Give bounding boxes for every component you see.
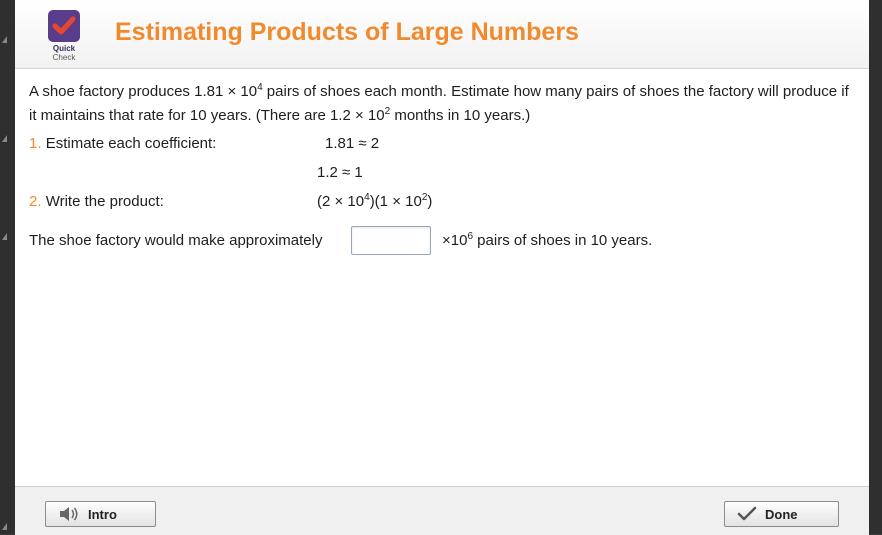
done-button-label: Done	[765, 506, 798, 522]
step-2-product	[317, 193, 432, 210]
problem-exponent-b: 2	[384, 106, 391, 117]
done-button[interactable]	[724, 501, 839, 527]
step-1-label: Estimate each coefficient:	[45, 135, 217, 152]
answer-suffix-b: pairs of shoes in 10 years.	[473, 232, 653, 249]
product-exponent-b: 2	[421, 192, 428, 203]
logo-text-line1: Quick	[52, 44, 76, 53]
left-gutter-arrow-icon	[2, 523, 7, 530]
quick-check-logo	[48, 10, 80, 60]
intro-button-label: Intro	[88, 506, 117, 522]
footer-bar	[15, 486, 869, 535]
answer-prefix: The shoe factory would make approximately	[29, 232, 323, 249]
done-check-icon	[737, 506, 757, 522]
checkmark-icon	[48, 10, 80, 42]
answer-suffix-exponent: 6	[467, 231, 474, 242]
problem-text-a: A shoe factory produces 1.81 × 10	[29, 83, 258, 100]
product-part-b: )(1 × 10	[369, 193, 422, 210]
product-exponent-a: 4	[364, 192, 370, 203]
product-part-a: (2 × 10	[317, 193, 365, 210]
speaker-icon	[58, 505, 80, 523]
problem-text-b: pairs of shoes each month. Estimate how many pairs of shoes the factory will produce if it maintains that rate for 10 years. (There are 1.2 × 10	[29, 83, 849, 124]
step-2-label: Write the product:	[45, 193, 164, 210]
step-1	[29, 135, 216, 152]
intro-button[interactable]	[45, 501, 156, 527]
left-gutter-arrow-icon	[2, 135, 7, 142]
answer-suffix	[442, 232, 652, 249]
problem-text-c: months in 10 years.)	[390, 107, 531, 124]
left-gutter-arrow-icon	[2, 36, 7, 43]
step-2-number: 2.	[29, 193, 42, 210]
page-title: Estimating Products of Large Numbers	[115, 18, 579, 46]
problem-exponent-a: 4	[257, 82, 263, 93]
header	[15, 0, 869, 69]
answer-suffix-a: ×10	[442, 232, 468, 249]
product-part-c: )	[427, 193, 433, 210]
step-1-estimate-2: 1.2 ≈ 1	[317, 164, 363, 181]
answer-input[interactable]	[351, 226, 431, 255]
left-gutter	[0, 0, 15, 534]
step-1-estimate-1: 1.81 ≈ 2	[325, 135, 380, 152]
left-gutter-arrow-icon	[2, 233, 7, 240]
lesson-panel	[15, 0, 869, 534]
problem-statement	[29, 80, 849, 128]
right-gutter	[869, 0, 882, 534]
step-1-number: 1.	[29, 135, 42, 152]
logo-text-line2: Check	[52, 53, 76, 62]
step-2	[29, 193, 164, 210]
